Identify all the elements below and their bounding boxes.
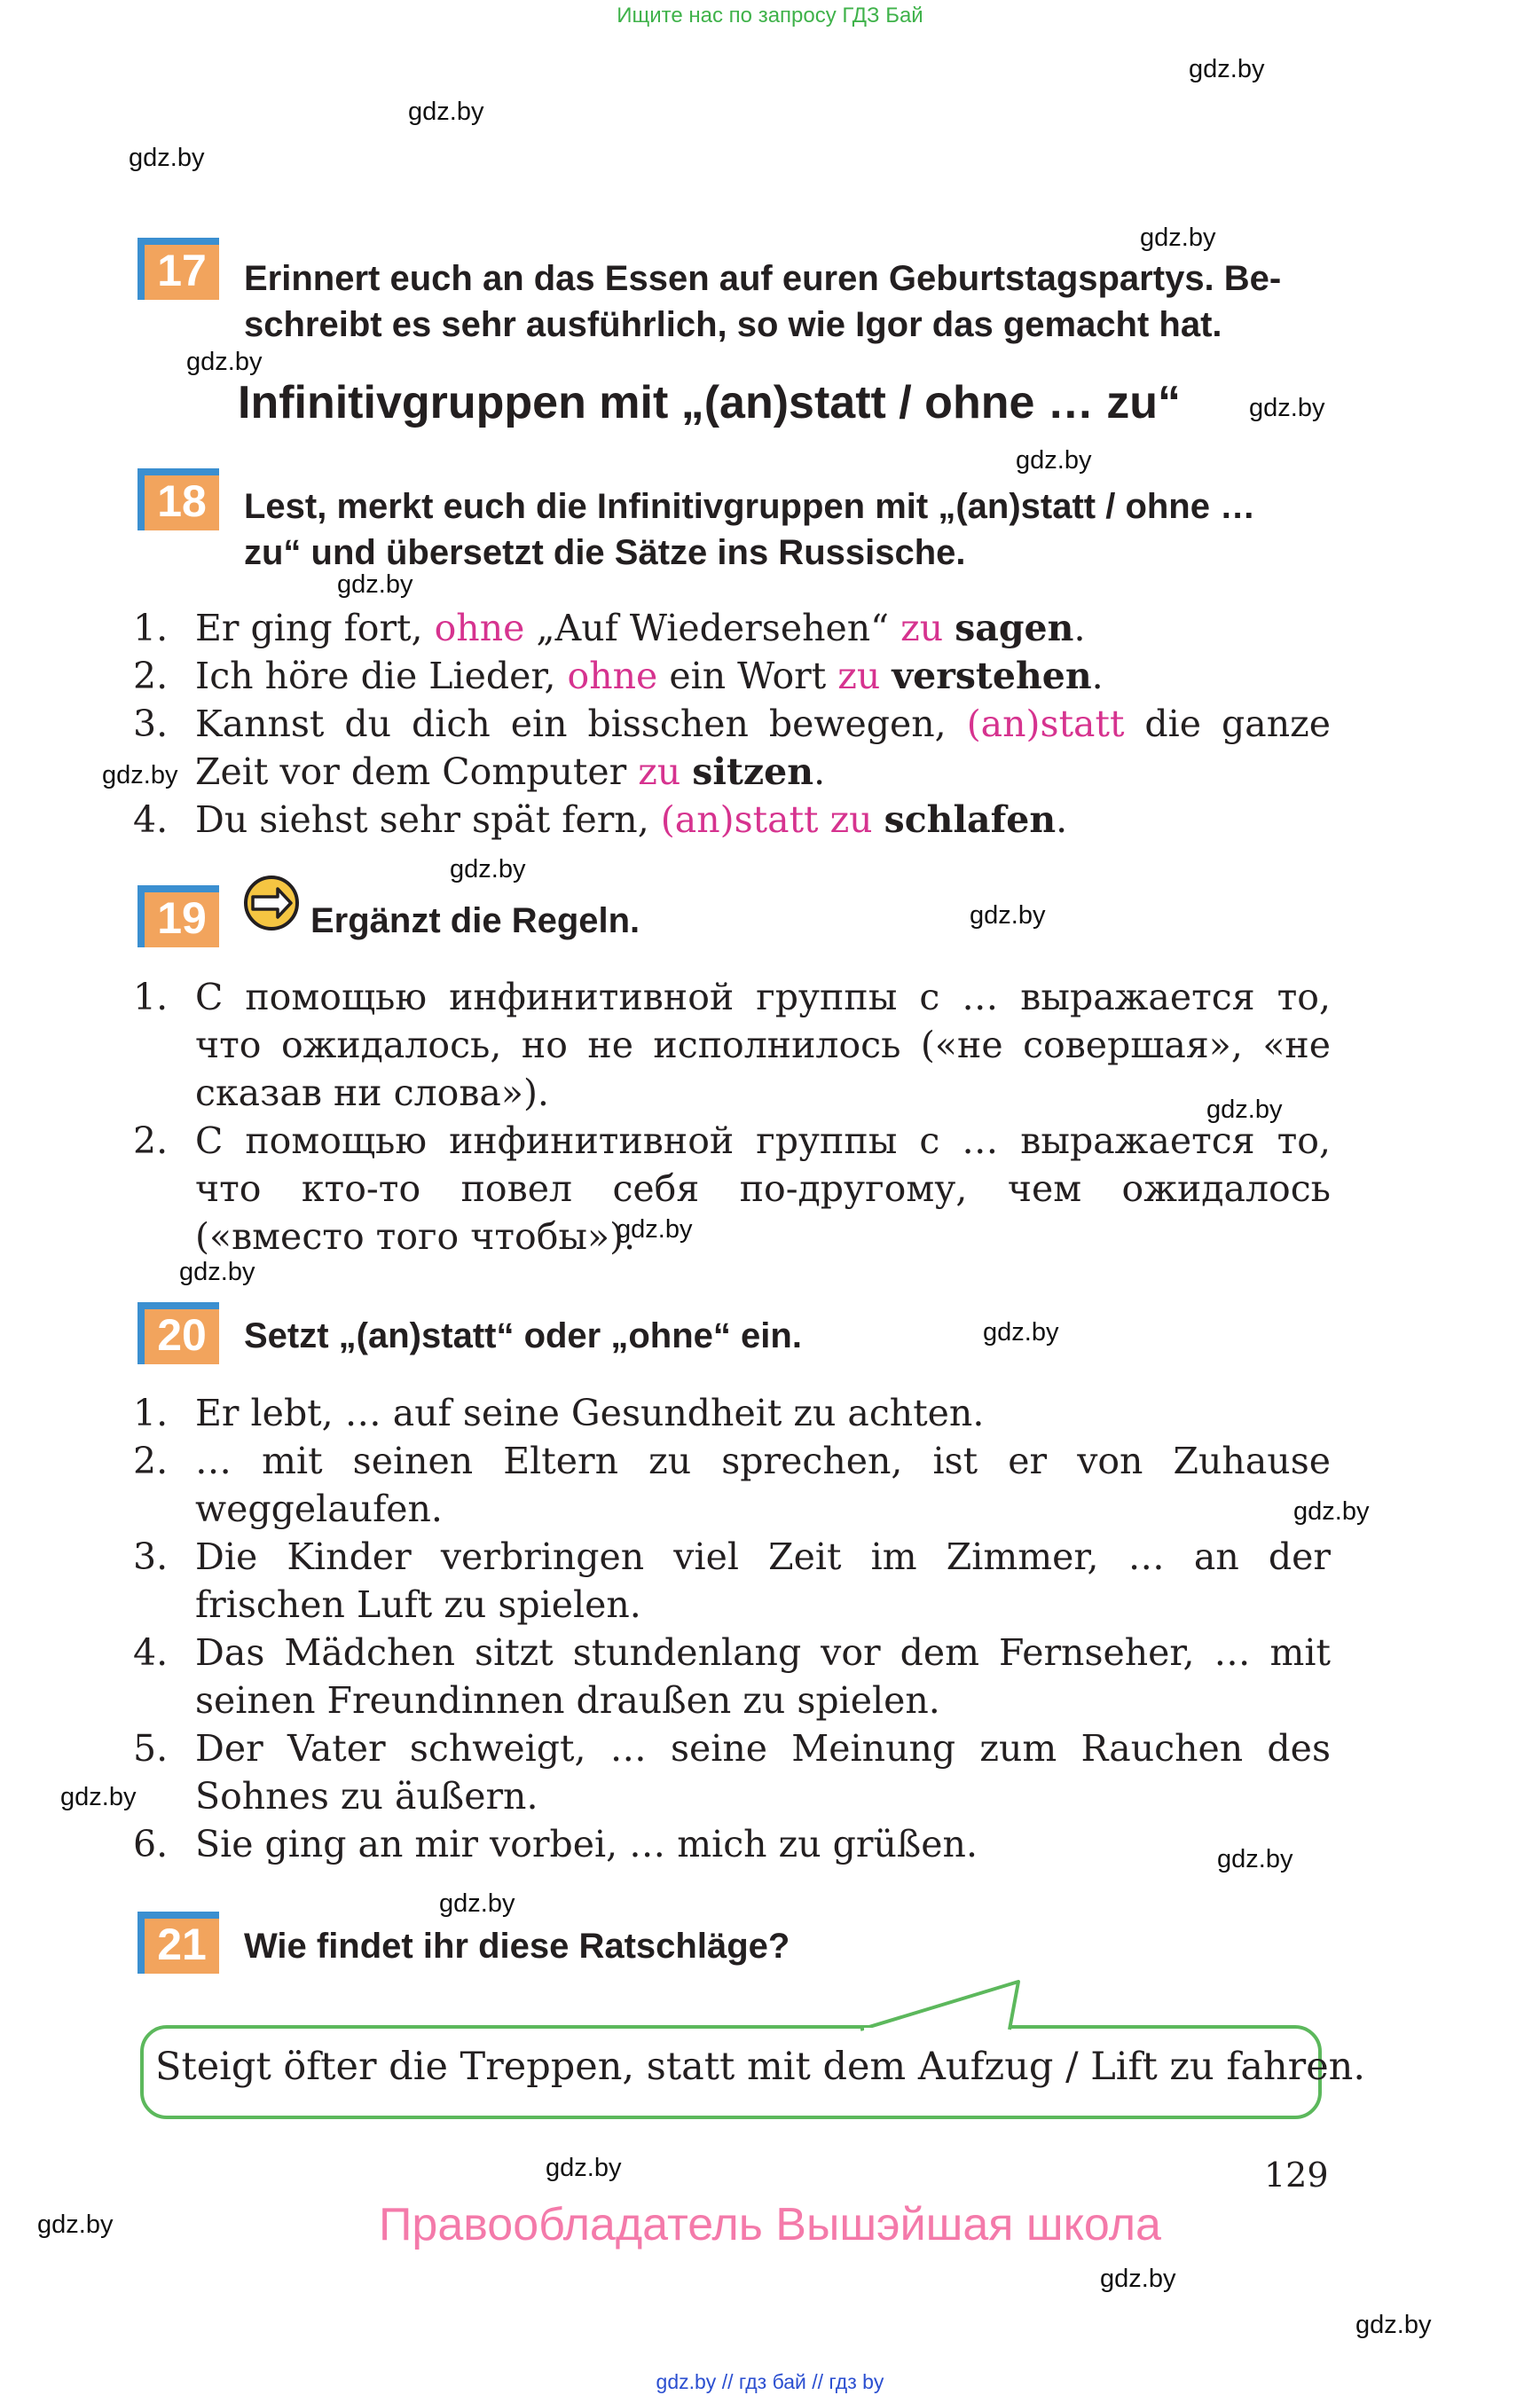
watermark: gdz.by — [1293, 1497, 1370, 1526]
watermark: gdz.by — [1355, 2311, 1432, 2339]
task-20-instruction: Setzt „(an)statt“ oder „ohne“ ein. — [244, 1316, 802, 1355]
list-item: 6. Sie ging an mir vorbei, … mich zu grüßen. — [133, 1823, 978, 1865]
watermark: gdz.by — [546, 2154, 622, 2182]
task-18-instruction: Lest, merkt euch die Infinitivgruppen mit „(an)statt / ohne … zu“ und übersetzt die Sätze ins Russische. — [244, 487, 1256, 572]
task-20-sentences — [133, 1389, 1331, 1868]
watermark: gdz.by — [1140, 224, 1216, 252]
list-item: 3. Kannst du dich ein bisschen bewegen, (an)statt die ganze Zeit vor dem Computer zu sitzen. — [133, 703, 1331, 793]
watermark: gdz.by — [617, 1215, 693, 1244]
speech-bubble-text: Steigt öfter die Treppen, statt mit dem Aufzug / Lift zu fahren. — [155, 2045, 1366, 2089]
task-18-sentences — [133, 604, 1331, 844]
list-item: 5. Der Vater schweigt, … seine Meinung zum Rauchen des Sohnes zu äußern. — [133, 1727, 1331, 1818]
task-19-instruction: Ergänzt die Regeln. — [310, 901, 640, 940]
list-item: 1. Er lebt, … auf seine Gesundheit zu achten. — [133, 1392, 985, 1434]
arrow-right-circle-icon — [242, 874, 301, 932]
speech-bubble-tail — [860, 1980, 1038, 2033]
watermark: gdz.by — [129, 144, 205, 172]
watermark: gdz.by — [1100, 2265, 1176, 2293]
list-item: 1. Er ging fort, ohne „Auf Wiedersehen“ zu sagen. — [133, 607, 1086, 649]
page-number: 129 — [1264, 2156, 1329, 2195]
task-number-20: 20 — [138, 1302, 219, 1364]
watermark: gdz.by — [60, 1783, 137, 1811]
watermark: gdz.by — [186, 348, 263, 376]
task-number-18: 18 — [138, 468, 219, 530]
list-item: 2. … mit seinen Eltern zu sprechen, ist er von Zuhause weggelaufen. — [133, 1440, 1331, 1530]
watermark: gdz.by — [1217, 1845, 1293, 1873]
watermark: gdz.by — [1249, 394, 1325, 422]
list-item: 3. Die Kinder verbringen viel Zeit im Zimmer, … an der frischen Luft zu spielen. — [133, 1535, 1331, 1626]
list-item: 4. Das Mädchen sitzt stundenlang vor dem Fernseher, … mit seinen Freundinnen draußen zu spielen. — [133, 1631, 1331, 1722]
watermark: gdz.by — [37, 2211, 114, 2239]
list-item: 2. Ich höre die Lieder, ohne ein Wort zu verstehen. — [133, 655, 1104, 697]
task-21-instruction: Wie findet ihr diese Ratschläge? — [244, 1927, 790, 1966]
footer-links: gdz.by // гдз бай // гдз by — [656, 2370, 884, 2393]
task-number-17: 17 — [138, 238, 219, 300]
top-banner: Ищите нас по запросу ГДЗ Бай — [617, 4, 923, 27]
watermark: gdz.by — [102, 761, 178, 789]
list-item: 2. С помощью инфинитивной группы с … выражается то, что кто-то повел себя по-другому, чем ожидалось («вместо того чтобы»). — [133, 1119, 1331, 1258]
watermark: gdz.by — [439, 1889, 515, 1918]
watermark: gdz.by — [1189, 55, 1265, 83]
task-17-instruction: Erinnert euch an das Essen auf euren Geburtstagspartys. Be- schreibt es sehr ausführlich, so wie Igor das gemacht hat. — [244, 259, 1282, 344]
watermark: gdz.by — [179, 1258, 255, 1286]
watermark: gdz.by — [970, 901, 1046, 930]
watermark: gdz.by — [450, 855, 526, 883]
list-item: 1. С помощью инфинитивной группы с … выражается то, что ожидалось, но не исполнилось («не совершая», «не сказав ни слова»). — [133, 976, 1331, 1114]
section-heading: Infinitivgruppen mit „(an)statt / ohne … zu“ — [238, 377, 1182, 428]
list-item: 4. Du siehst sehr spät fern, (an)statt zu schlafen. — [133, 798, 1068, 841]
task-number-21: 21 — [138, 1912, 219, 1974]
task-19-rules — [133, 973, 1331, 1260]
copyright-notice: Правообладатель Вышэйшая школа — [379, 2199, 1161, 2250]
task-number-19: 19 — [138, 885, 219, 947]
watermark: gdz.by — [1206, 1095, 1283, 1124]
watermark: gdz.by — [983, 1318, 1059, 1347]
watermark: gdz.by — [337, 570, 413, 599]
watermark: gdz.by — [408, 98, 484, 126]
watermark: gdz.by — [1016, 446, 1092, 475]
